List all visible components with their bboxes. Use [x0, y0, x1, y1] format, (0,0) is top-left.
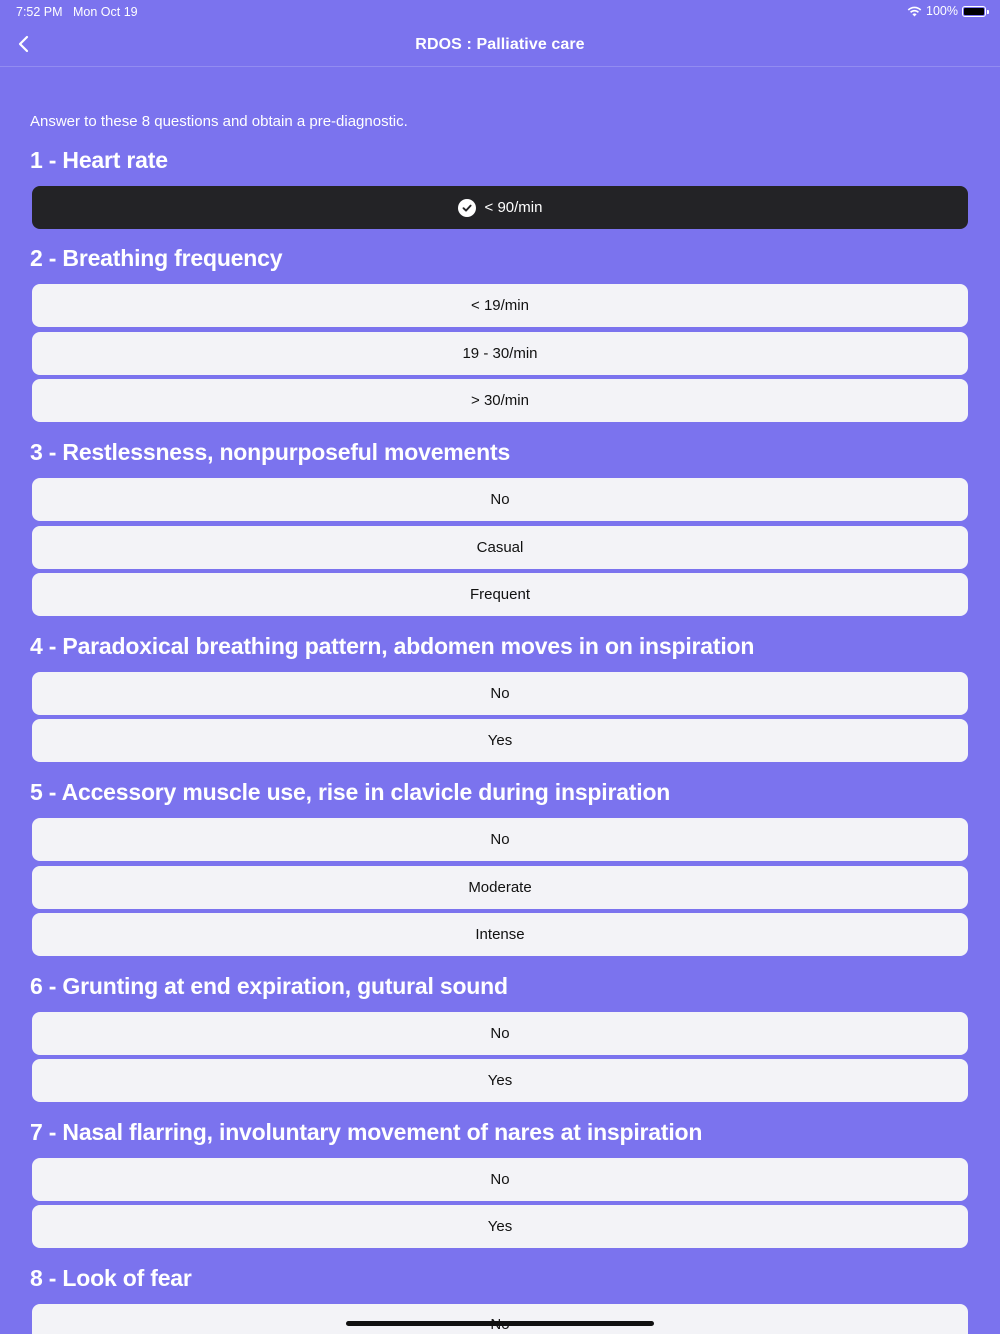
question-title: 1 - Heart rate	[30, 147, 168, 173]
status-right	[907, 4, 986, 18]
option-button[interactable]: No	[32, 478, 968, 521]
question-title: 5 - Accessory muscle use, rise in clavicle during inspiration	[30, 779, 671, 805]
option-button[interactable]: Casual	[32, 526, 968, 569]
option-button[interactable]: No	[32, 672, 968, 715]
option-button[interactable]: No	[32, 1012, 968, 1055]
option-button[interactable]: Yes	[32, 1205, 968, 1248]
question-title: 6 - Grunting at end expiration, gutural sound	[30, 973, 508, 999]
wifi-icon	[907, 6, 922, 17]
question-title: 2 - Breathing frequency	[30, 245, 283, 271]
option-button-selected[interactable]	[32, 186, 968, 229]
battery-icon	[962, 6, 986, 17]
option-button[interactable]: Moderate	[32, 866, 968, 909]
navigation-bar	[0, 24, 1000, 67]
status-bar	[0, 0, 1000, 24]
question-title: 7 - Nasal flarring, involuntary movement of nares at inspiration	[30, 1119, 703, 1145]
intro-text: Answer to these 8 questions and obtain a pre-diagnostic.	[30, 113, 408, 130]
question-title: 4 - Paradoxical breathing pattern, abdomen moves in on inspiration	[30, 633, 755, 659]
status-time: 7:52 PM	[16, 5, 63, 19]
question-title: 8 - Look of fear	[30, 1265, 192, 1291]
checkmark-icon	[458, 199, 476, 217]
option-label: < 90/min	[484, 199, 543, 216]
battery-percent: 100%	[926, 4, 958, 18]
home-indicator	[346, 1321, 654, 1326]
page-title: RDOS : Palliative care	[415, 36, 585, 53]
option-button[interactable]: Intense	[32, 913, 968, 956]
option-button[interactable]: < 19/min	[32, 284, 968, 327]
option-button[interactable]: > 30/min	[32, 379, 968, 422]
question-title: 3 - Restlessness, nonpurposeful movements	[30, 439, 511, 465]
option-button[interactable]: No	[32, 1158, 968, 1201]
option-button[interactable]: Yes	[32, 719, 968, 762]
option-button[interactable]: Yes	[32, 1059, 968, 1102]
status-date: Mon Oct 19	[73, 5, 138, 19]
option-button[interactable]: Frequent	[32, 573, 968, 616]
option-button[interactable]: No	[32, 818, 968, 861]
option-button[interactable]: 19 - 30/min	[32, 332, 968, 375]
option-button[interactable]	[32, 1304, 968, 1334]
